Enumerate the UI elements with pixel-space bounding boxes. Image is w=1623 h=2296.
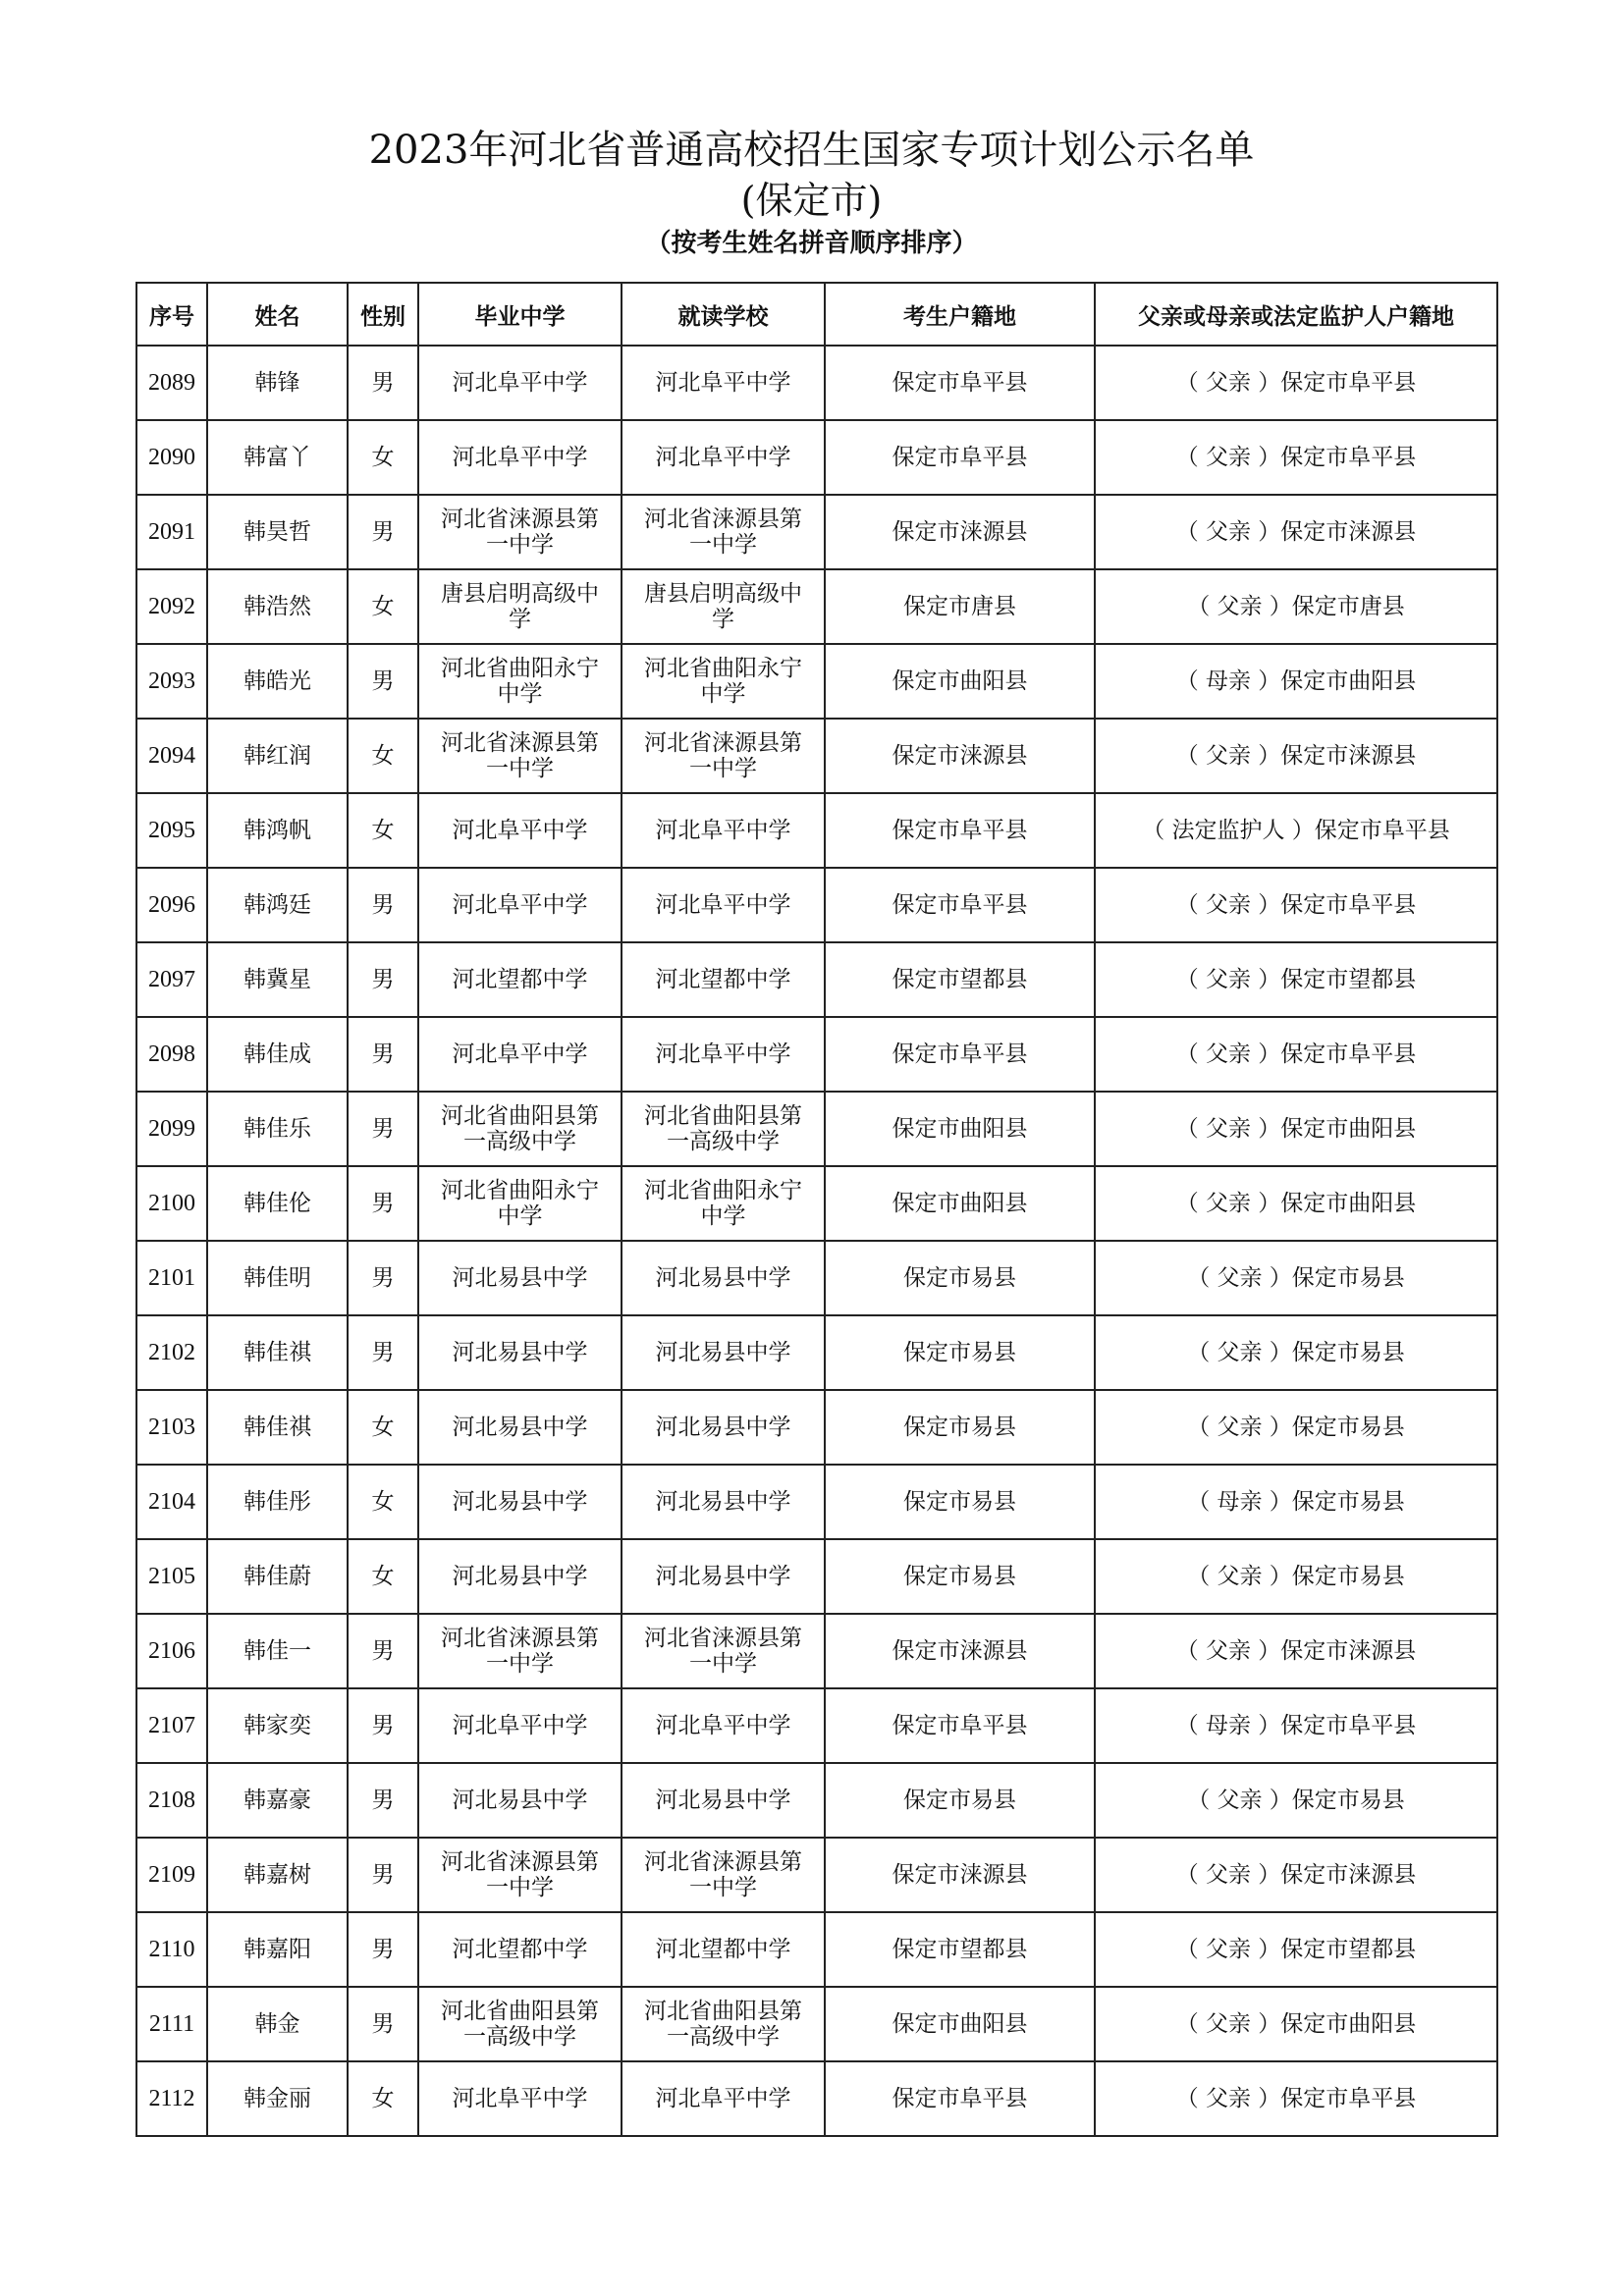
header-cell-guardian-registration: 父亲或母亲或法定监护人户籍地: [1095, 283, 1497, 346]
serial-cell: 2089: [136, 346, 207, 420]
guardian-registration-cell: （ 父亲 ）保定市易县: [1095, 1390, 1497, 1465]
name-cell: 韩冀星: [207, 942, 348, 1017]
name-cell: 韩鸿廷: [207, 868, 348, 942]
graduation-school-cell: 河北易县中学: [418, 1241, 622, 1315]
table-row: [136, 1987, 1497, 2061]
current-school-cell: 河北省曲阳永宁中学: [622, 1166, 825, 1241]
table-row: [136, 644, 1497, 719]
table-row: [136, 1688, 1497, 1763]
gender-cell: 男: [348, 942, 418, 1017]
household-registration-cell: 保定市阜平县: [825, 346, 1095, 420]
name-cell: 韩佳乐: [207, 1092, 348, 1166]
graduation-school-cell: 河北易县中学: [418, 1390, 622, 1465]
current-school-cell: 河北易县中学: [622, 1539, 825, 1614]
serial-cell: 2101: [136, 1241, 207, 1315]
table-row: [136, 2061, 1497, 2136]
graduation-school-cell: 河北易县中学: [418, 1465, 622, 1539]
serial-cell: 2090: [136, 420, 207, 495]
header-cell-graduation-school: 毕业中学: [418, 283, 622, 346]
graduation-school-cell: 河北省曲阳县第一高级中学: [418, 1987, 622, 2061]
guardian-registration-cell: （ 母亲 ）保定市曲阳县: [1095, 644, 1497, 719]
gender-cell: 男: [348, 1987, 418, 2061]
name-cell: 韩嘉豪: [207, 1763, 348, 1838]
gender-cell: 女: [348, 1539, 418, 1614]
serial-cell: 2094: [136, 719, 207, 793]
gender-cell: 男: [348, 1763, 418, 1838]
guardian-registration-cell: （ 父亲 ）保定市涞源县: [1095, 1614, 1497, 1688]
household-registration-cell: 保定市易县: [825, 1315, 1095, 1390]
roster-table: [135, 282, 1498, 2137]
graduation-school-cell: 河北易县中学: [418, 1539, 622, 1614]
guardian-registration-cell: （ 父亲 ）保定市涞源县: [1095, 719, 1497, 793]
serial-cell: 2106: [136, 1614, 207, 1688]
name-cell: 韩浩然: [207, 569, 348, 644]
household-registration-cell: 保定市阜平县: [825, 420, 1095, 495]
graduation-school-cell: 河北省涞源县第一中学: [418, 1838, 622, 1912]
gender-cell: 女: [348, 793, 418, 868]
current-school-cell: 河北易县中学: [622, 1465, 825, 1539]
serial-cell: 2111: [136, 1987, 207, 2061]
household-registration-cell: 保定市阜平县: [825, 1688, 1095, 1763]
graduation-school-cell: 河北望都中学: [418, 942, 622, 1017]
current-school-cell: 河北易县中学: [622, 1763, 825, 1838]
table-row: [136, 569, 1497, 644]
document-title: 2023年河北省普通高校招生国家专项计划公示名单: [368, 128, 1255, 173]
graduation-school-cell: 河北易县中学: [418, 1315, 622, 1390]
header-cell-gender: 性别: [348, 283, 418, 346]
guardian-registration-cell: （ 父亲 ）保定市涞源县: [1095, 1838, 1497, 1912]
household-registration-cell: 保定市曲阳县: [825, 1166, 1095, 1241]
household-registration-cell: 保定市曲阳县: [825, 644, 1095, 719]
table-row: [136, 1465, 1497, 1539]
table-row: [136, 1614, 1497, 1688]
table-row: [136, 1539, 1497, 1614]
current-school-cell: 河北省涞源县第一中学: [622, 1614, 825, 1688]
table-row: [136, 793, 1497, 868]
current-school-cell: 河北省涞源县第一中学: [622, 1838, 825, 1912]
current-school-cell: 河北省涞源县第一中学: [622, 495, 825, 569]
graduation-school-cell: 河北省涞源县第一中学: [418, 1614, 622, 1688]
name-cell: 韩佳明: [207, 1241, 348, 1315]
name-cell: 韩佳蔚: [207, 1539, 348, 1614]
household-registration-cell: 保定市曲阳县: [825, 1987, 1095, 2061]
current-school-cell: 河北阜平中学: [622, 346, 825, 420]
current-school-cell: 河北阜平中学: [622, 868, 825, 942]
table-row: [136, 1166, 1497, 1241]
current-school-cell: 河北省曲阳县第一高级中学: [622, 1987, 825, 2061]
gender-cell: 男: [348, 1166, 418, 1241]
header-cell-household-registration: 考生户籍地: [825, 283, 1095, 346]
name-cell: 韩鸿帆: [207, 793, 348, 868]
current-school-cell: 河北阜平中学: [622, 793, 825, 868]
gender-cell: 女: [348, 2061, 418, 2136]
name-cell: 韩佳成: [207, 1017, 348, 1092]
household-registration-cell: 保定市唐县: [825, 569, 1095, 644]
gender-cell: 男: [348, 1092, 418, 1166]
graduation-school-cell: 河北阜平中学: [418, 793, 622, 868]
name-cell: 韩佳伦: [207, 1166, 348, 1241]
name-cell: 韩金: [207, 1987, 348, 2061]
name-cell: 韩佳一: [207, 1614, 348, 1688]
graduation-school-cell: 河北阜平中学: [418, 1688, 622, 1763]
serial-cell: 2108: [136, 1763, 207, 1838]
guardian-registration-cell: （ 父亲 ）保定市曲阳县: [1095, 1092, 1497, 1166]
name-cell: 韩佳祺: [207, 1390, 348, 1465]
gender-cell: 男: [348, 1838, 418, 1912]
serial-cell: 2098: [136, 1017, 207, 1092]
table-header: [136, 283, 1497, 346]
serial-cell: 2092: [136, 569, 207, 644]
name-cell: 韩佳祺: [207, 1315, 348, 1390]
household-registration-cell: 保定市易县: [825, 1763, 1095, 1838]
serial-cell: 2099: [136, 1092, 207, 1166]
graduation-school-cell: 河北省曲阳县第一高级中学: [418, 1092, 622, 1166]
household-registration-cell: 保定市望都县: [825, 942, 1095, 1017]
guardian-registration-cell: （ 父亲 ）保定市曲阳县: [1095, 1166, 1497, 1241]
guardian-registration-cell: （ 父亲 ）保定市易县: [1095, 1539, 1497, 1614]
graduation-school-cell: 河北易县中学: [418, 1763, 622, 1838]
serial-cell: 2096: [136, 868, 207, 942]
serial-cell: 2091: [136, 495, 207, 569]
table-row: [136, 1092, 1497, 1166]
current-school-cell: 河北望都中学: [622, 1912, 825, 1987]
gender-cell: 女: [348, 1465, 418, 1539]
table-row: [136, 719, 1497, 793]
name-cell: 韩昊哲: [207, 495, 348, 569]
household-registration-cell: 保定市曲阳县: [825, 1092, 1095, 1166]
table-row: [136, 346, 1497, 420]
table-row: [136, 868, 1497, 942]
serial-cell: 2104: [136, 1465, 207, 1539]
gender-cell: 男: [348, 1688, 418, 1763]
household-registration-cell: 保定市阜平县: [825, 793, 1095, 868]
guardian-registration-cell: （ 父亲 ）保定市阜平县: [1095, 420, 1497, 495]
graduation-school-cell: 河北阜平中学: [418, 868, 622, 942]
serial-cell: 2105: [136, 1539, 207, 1614]
serial-cell: 2093: [136, 644, 207, 719]
household-registration-cell: 保定市易县: [825, 1390, 1095, 1465]
graduation-school-cell: 河北省曲阳永宁中学: [418, 1166, 622, 1241]
household-registration-cell: 保定市阜平县: [825, 2061, 1095, 2136]
gender-cell: 男: [348, 1912, 418, 1987]
guardian-registration-cell: （ 父亲 ）保定市阜平县: [1095, 868, 1497, 942]
current-school-cell: 河北望都中学: [622, 942, 825, 1017]
graduation-school-cell: 河北望都中学: [418, 1912, 622, 1987]
serial-cell: 2107: [136, 1688, 207, 1763]
table-row: [136, 1390, 1497, 1465]
gender-cell: 女: [348, 420, 418, 495]
guardian-registration-cell: （ 母亲 ）保定市易县: [1095, 1465, 1497, 1539]
household-registration-cell: 保定市望都县: [825, 1912, 1095, 1987]
gender-cell: 男: [348, 1614, 418, 1688]
header-cell-current-school: 就读学校: [622, 283, 825, 346]
gender-cell: 男: [348, 495, 418, 569]
current-school-cell: 河北易县中学: [622, 1241, 825, 1315]
household-registration-cell: 保定市易县: [825, 1241, 1095, 1315]
guardian-registration-cell: （ 父亲 ）保定市阜平县: [1095, 1017, 1497, 1092]
name-cell: 韩皓光: [207, 644, 348, 719]
graduation-school-cell: 河北省涞源县第一中学: [418, 719, 622, 793]
graduation-school-cell: 唐县启明高级中学: [418, 569, 622, 644]
gender-cell: 男: [348, 644, 418, 719]
guardian-registration-cell: （ 父亲 ）保定市易县: [1095, 1241, 1497, 1315]
graduation-school-cell: 河北阜平中学: [418, 346, 622, 420]
table-row: [136, 942, 1497, 1017]
gender-cell: 女: [348, 1390, 418, 1465]
household-registration-cell: 保定市阜平县: [825, 1017, 1095, 1092]
current-school-cell: 河北阜平中学: [622, 2061, 825, 2136]
household-registration-cell: 保定市易县: [825, 1539, 1095, 1614]
serial-cell: 2102: [136, 1315, 207, 1390]
table-row: [136, 1912, 1497, 1987]
graduation-school-cell: 河北省涞源县第一中学: [418, 495, 622, 569]
household-registration-cell: 保定市涞源县: [825, 719, 1095, 793]
guardian-registration-cell: （ 父亲 ）保定市唐县: [1095, 569, 1497, 644]
header-row: [136, 283, 1497, 346]
gender-cell: 女: [348, 569, 418, 644]
graduation-school-cell: 河北阜平中学: [418, 2061, 622, 2136]
current-school-cell: 河北省曲阳永宁中学: [622, 644, 825, 719]
name-cell: 韩嘉树: [207, 1838, 348, 1912]
document-city: (保定市): [740, 179, 883, 222]
current-school-cell: 河北省曲阳县第一高级中学: [622, 1092, 825, 1166]
current-school-cell: 河北易县中学: [622, 1390, 825, 1465]
current-school-cell: 河北易县中学: [622, 1315, 825, 1390]
household-registration-cell: 保定市阜平县: [825, 868, 1095, 942]
table-body: [136, 346, 1497, 2136]
current-school-cell: 唐县启明高级中学: [622, 569, 825, 644]
header-cell-name: 姓名: [207, 283, 348, 346]
table-row: [136, 495, 1497, 569]
guardian-registration-cell: （ 父亲 ）保定市阜平县: [1095, 2061, 1497, 2136]
gender-cell: 男: [348, 1315, 418, 1390]
serial-cell: 2100: [136, 1166, 207, 1241]
guardian-registration-cell: （ 父亲 ）保定市阜平县: [1095, 346, 1497, 420]
table-row: [136, 1763, 1497, 1838]
sort-note: （按考生姓名拼音顺序排序）: [645, 229, 978, 258]
serial-cell: 2095: [136, 793, 207, 868]
table-row: [136, 1838, 1497, 1912]
serial-cell: 2097: [136, 942, 207, 1017]
name-cell: 韩锋: [207, 346, 348, 420]
table-row: [136, 1241, 1497, 1315]
household-registration-cell: 保定市涞源县: [825, 1614, 1095, 1688]
guardian-registration-cell: （ 母亲 ）保定市阜平县: [1095, 1688, 1497, 1763]
graduation-school-cell: 河北省曲阳永宁中学: [418, 644, 622, 719]
name-cell: 韩红润: [207, 719, 348, 793]
guardian-registration-cell: （ 父亲 ）保定市涞源县: [1095, 495, 1497, 569]
name-cell: 韩家奕: [207, 1688, 348, 1763]
gender-cell: 男: [348, 1241, 418, 1315]
table-row: [136, 1315, 1497, 1390]
serial-cell: 2110: [136, 1912, 207, 1987]
gender-cell: 男: [348, 1017, 418, 1092]
gender-cell: 男: [348, 346, 418, 420]
guardian-registration-cell: （ 父亲 ）保定市望都县: [1095, 1912, 1497, 1987]
guardian-registration-cell: （ 父亲 ）保定市曲阳县: [1095, 1987, 1497, 2061]
household-registration-cell: 保定市涞源县: [825, 495, 1095, 569]
guardian-registration-cell: （ 父亲 ）保定市望都县: [1095, 942, 1497, 1017]
gender-cell: 男: [348, 868, 418, 942]
current-school-cell: 河北阜平中学: [622, 1017, 825, 1092]
serial-cell: 2112: [136, 2061, 207, 2136]
guardian-registration-cell: （ 法定监护人 ）保定市阜平县: [1095, 793, 1497, 868]
table-row: [136, 420, 1497, 495]
guardian-registration-cell: （ 父亲 ）保定市易县: [1095, 1315, 1497, 1390]
guardian-registration-cell: （ 父亲 ）保定市易县: [1095, 1763, 1497, 1838]
current-school-cell: 河北省涞源县第一中学: [622, 719, 825, 793]
name-cell: 韩佳彤: [207, 1465, 348, 1539]
table-row: [136, 1017, 1497, 1092]
name-cell: 韩富丫: [207, 420, 348, 495]
current-school-cell: 河北阜平中学: [622, 420, 825, 495]
current-school-cell: 河北阜平中学: [622, 1688, 825, 1763]
gender-cell: 女: [348, 719, 418, 793]
household-registration-cell: 保定市易县: [825, 1465, 1095, 1539]
name-cell: 韩金丽: [207, 2061, 348, 2136]
serial-cell: 2103: [136, 1390, 207, 1465]
serial-cell: 2109: [136, 1838, 207, 1912]
graduation-school-cell: 河北阜平中学: [418, 420, 622, 495]
header-cell-serial: 序号: [136, 283, 207, 346]
household-registration-cell: 保定市涞源县: [825, 1838, 1095, 1912]
graduation-school-cell: 河北阜平中学: [418, 1017, 622, 1092]
name-cell: 韩嘉阳: [207, 1912, 348, 1987]
